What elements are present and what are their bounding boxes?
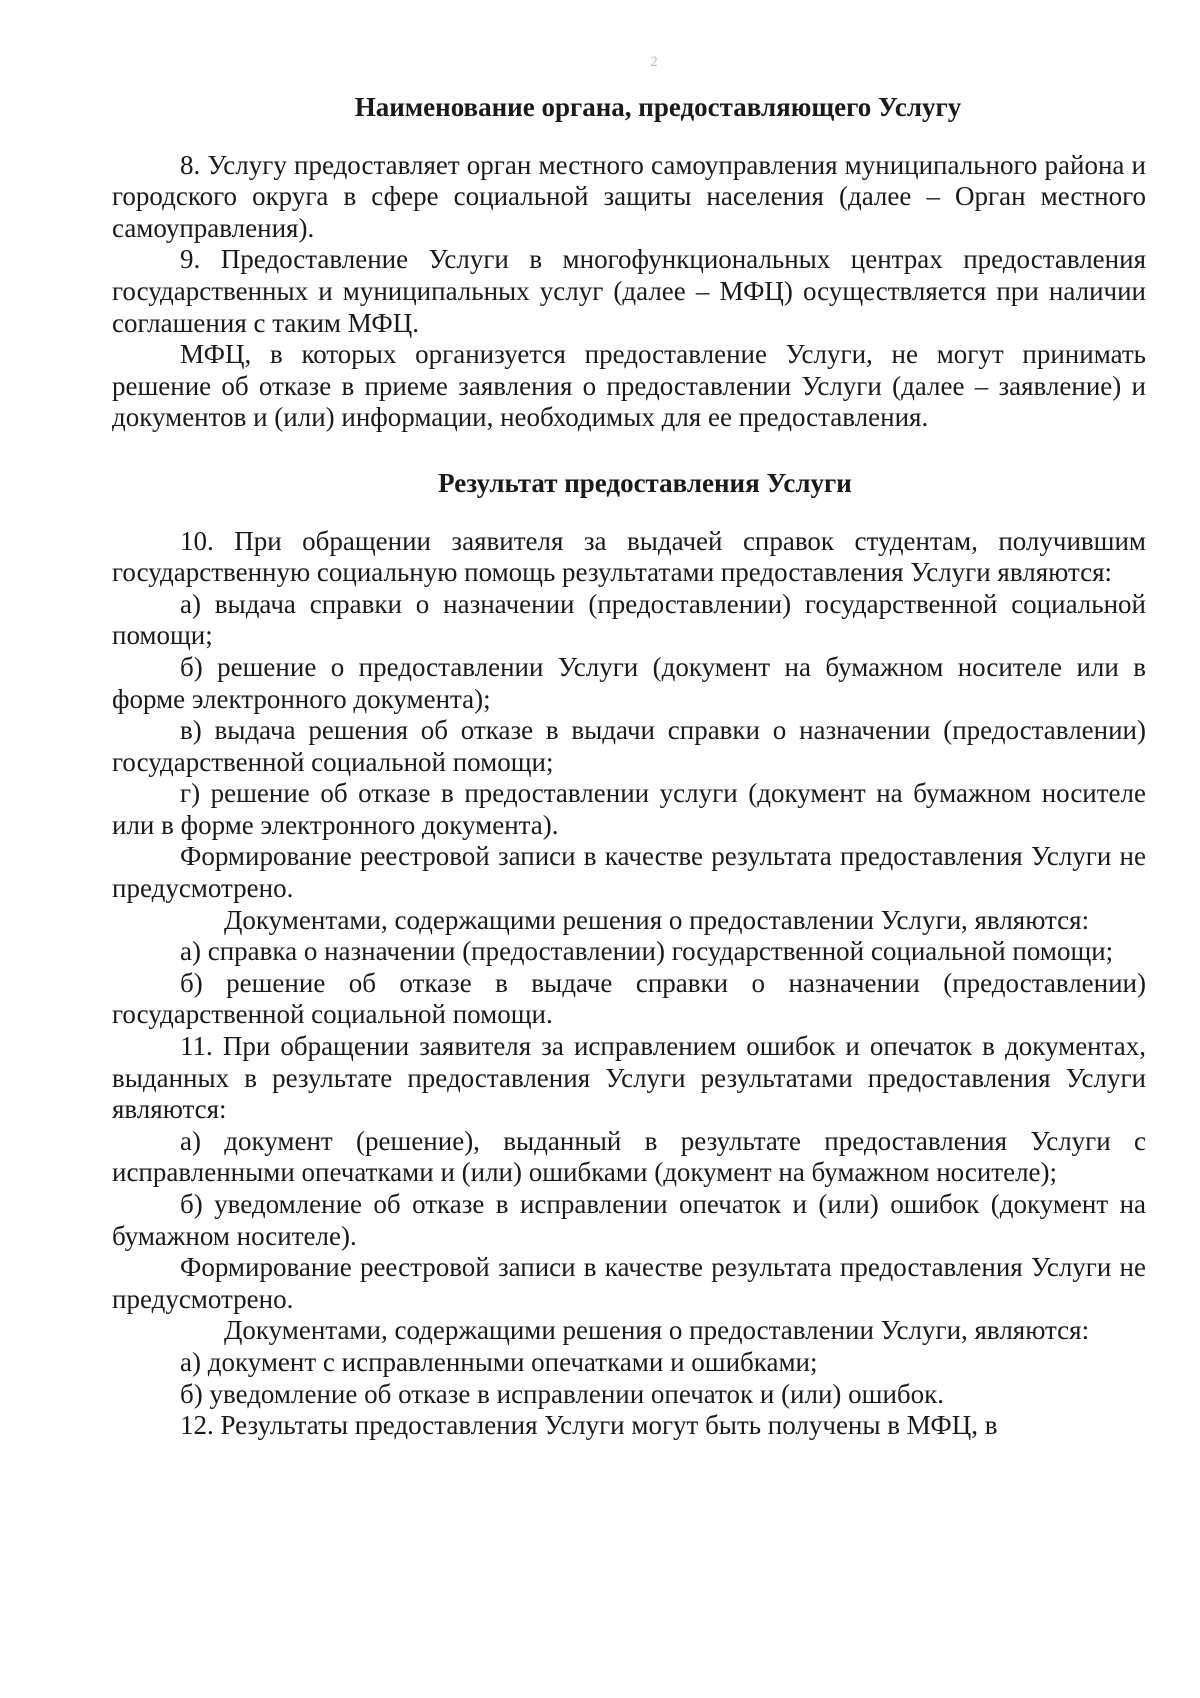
list-item-10-doc-a: а) справка о назначении (предоставлении) государственной социальной помощи; xyxy=(180,936,1114,967)
document-page xyxy=(112,52,1146,1442)
section-heading-result: Результат предоставления Услуги xyxy=(438,467,852,498)
list-item-11b: б) уведомление об отказе в исправлении опечаток и (или) ошибок (документ на бумажном носителе). xyxy=(112,1189,1146,1251)
list-item-10v: в) выдача решения об отказе в выдачи справки о назначении (предоставлении) государственной социальной помощи; xyxy=(112,715,1146,777)
paragraph-mfc: МФЦ, в которых организуется предоставление Услуги, не могут принимать решение об отказе в приеме заявления о предоставлении Услуги (далее – заявление) и документов и (или) информации, необходимых для ее предоставления. xyxy=(112,339,1146,433)
paragraph-8: 8. Услугу предоставляет орган местного самоуправления муниципального района и городского округа в сфере социальной защиты населения (далее – Орган местного самоуправления). xyxy=(112,149,1146,243)
paragraph-9: 9. Предоставление Услуги в многофункциональных центрах предоставления государственных и муниципальных услуг (далее – МФЦ) осуществляется при наличии соглашения с таким МФЦ. xyxy=(112,244,1146,338)
section-heading-organ: Наименование органа, предоставляющего Услугу xyxy=(354,92,962,122)
list-item-10a: а) выдача справки о назначении (предоставлении) государственной социальной помощи; xyxy=(112,588,1146,651)
list-item-10b: б) решение о предоставлении Услуги (документ на бумажном носителе или в форме электронного документа); xyxy=(112,651,1146,714)
paragraph-10: 10. При обращении заявителя за выдачей справок студентам, получившим государственную социальную помощь результатами предоставления Услуги являются: xyxy=(112,525,1146,588)
paragraph-12: 12. Результаты предоставления Услуги могут быть получены в МФЦ, в xyxy=(180,1410,998,1441)
page-number: 2 xyxy=(650,54,658,70)
paragraph-documents-11: Документами, содержащими решения о предоставлении Услуги, являются: xyxy=(224,1315,1090,1346)
paragraph-registry-11: Формирование реестровой записи в качестве результата предоставления Услуги не предусмотрено. xyxy=(112,1252,1146,1314)
list-item-11-doc-a: а) документ с исправленными опечатками и ошибками; xyxy=(180,1346,818,1377)
paragraph-documents-10: Документами, содержащими решения о предоставлении Услуги, являются: xyxy=(224,904,1090,935)
list-item-10g: г) решение об отказе в предоставлении услуги (документ на бумажном носителе или в форме электронного документа). xyxy=(112,778,1146,840)
list-item-11-doc-b: б) уведомление об отказе в исправлении опечаток и (или) ошибок. xyxy=(180,1378,945,1409)
list-item-10-doc-b: б) решение об отказе в выдаче справки о назначении (предоставлении) государственной социальной помощи. xyxy=(112,967,1146,1030)
paragraph-11: 11. При обращении заявителя за исправлением ошибок и опечаток в документах, выданных в результате предоставления Услуги результатами предоставления Услуги являются: xyxy=(112,1031,1146,1125)
list-item-11a: а) документ (решение), выданный в результате предоставления Услуги с исправленными опечатками и (или) ошибками (документ на бумажном носителе); xyxy=(112,1125,1146,1188)
paragraph-registry-10: Формирование реестровой записи в качестве результата предоставления Услуги не предусмотрено. xyxy=(112,841,1146,904)
